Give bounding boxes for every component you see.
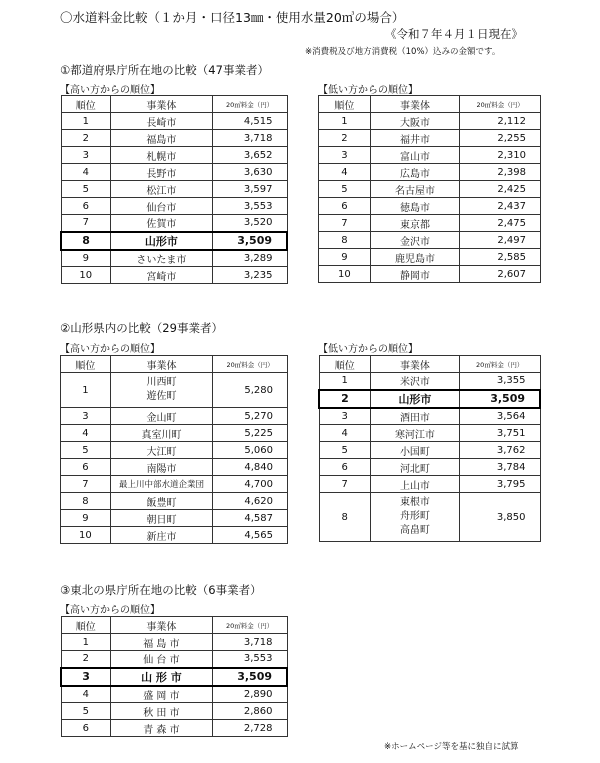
price-cell: 2,497 [460,232,541,249]
table-row [319,164,541,181]
entity-cell: 秋 田 市 [111,703,213,720]
rank-cell: 1 [319,373,370,390]
entity-name-line: 川西町 [146,377,177,388]
table-row [61,527,288,544]
price-cell: 3,509 [459,390,540,408]
rank-cell: 1 [61,373,111,408]
rank-cell: 1 [61,113,111,130]
price-cell: 2,398 [460,164,541,181]
as-of-date: 《令和７年４月１日現在》 [385,27,523,41]
rank-cell: 3 [61,408,111,425]
rank-cell: 4 [61,425,111,442]
price-cell: 3,520 [212,215,287,232]
rank-cell: 2 [61,651,111,668]
price-cell: 4,587 [213,510,288,527]
table-row [319,181,541,198]
price-cell: 4,700 [213,476,288,493]
rank-cell: 7 [61,215,111,232]
price-cell: 2,310 [460,147,541,164]
col-rank: 順位 [319,96,371,113]
entity-cell: 長崎市 [111,113,213,130]
price-cell: 2,425 [460,181,541,198]
col-price: 20㎥料金（円） [212,96,287,113]
table-row [319,459,540,476]
entity-cell: 青 森 市 [111,720,213,737]
col-price: 20㎥料金（円） [212,617,287,634]
entity-cell: 小国町 [370,442,459,459]
col-entity: 事業体 [370,356,459,373]
table-row [61,250,287,267]
table-row [61,267,287,284]
entity-cell: 最上川中部水道企業団 [110,476,212,493]
price-cell: 2,607 [460,266,541,283]
entity-name-line: 遊佐町 [146,391,177,402]
entity-cell: 名古屋市 [370,181,459,198]
table-row [61,510,288,527]
rank-cell: 5 [61,181,111,198]
col-price: 20㎥料金（円） [459,356,540,373]
table-row [319,266,541,283]
rank-cell: 8 [319,232,371,249]
price-cell: 2,255 [460,130,541,147]
entity-cell: 鹿児島市 [370,249,459,266]
rank-cell: 5 [319,181,371,198]
entity-cell: 福島市 [111,130,213,147]
table-row [61,373,288,408]
table-row [61,181,287,198]
price-cell: 3,553 [212,198,287,215]
table-row [61,425,288,442]
price-cell: 3,509 [212,232,287,250]
section1-low-label: 【低い方からの順位】 [318,85,418,96]
entity-cell: 松江市 [111,181,213,198]
price-cell: 3,718 [212,130,287,147]
footnote: ※ホームページ等を基に独自に試算 [384,742,519,752]
table-row [319,113,541,130]
price-cell: 5,280 [213,373,288,408]
price-cell: 2,890 [212,686,287,703]
section1-high-label: 【高い方からの順位】 [60,85,160,96]
table-row [61,164,287,181]
price-cell: 5,270 [213,408,288,425]
table-row [61,232,287,250]
table-row [319,215,541,232]
section2-high-label: 【高い方からの順位】 [60,344,160,355]
rank-cell: 4 [61,686,111,703]
col-rank: 順位 [61,96,111,113]
col-price: 20㎥料金（円） [213,356,288,373]
price-cell: 3,564 [459,408,540,425]
price-cell: 3,784 [459,459,540,476]
entity-cell: 金山町 [110,408,212,425]
table-s2-low [318,355,541,542]
table-row [61,198,287,215]
rank-cell: 7 [319,476,370,493]
rank-cell: 5 [61,703,111,720]
price-cell: 2,860 [212,703,287,720]
section1-heading: ①都道府県庁所在地の比較（47事業者） [60,63,269,77]
price-cell: 4,840 [213,459,288,476]
rank-cell: 4 [61,164,111,181]
table-row [61,651,287,668]
price-cell: 3,762 [459,442,540,459]
entity-cell: 盛 岡 市 [111,686,213,703]
price-cell: 3,630 [212,164,287,181]
table-row [61,442,288,459]
section3-heading: ③東北の県庁所在地の比較（6事業者） [60,583,262,597]
entity-cell: 広島市 [370,164,459,181]
table-row [319,425,540,442]
price-cell: 2,437 [460,198,541,215]
entity-cell: 上山市 [370,476,459,493]
price-cell: 3,751 [459,425,540,442]
table-s1-high [60,95,288,284]
entity-cell: 富山市 [370,147,459,164]
table-row [319,476,540,493]
rank-cell: 7 [319,215,371,232]
entity-cell: 寒河江市 [370,425,459,442]
table-row [319,408,540,425]
table-row [61,493,288,510]
table-row [61,686,287,703]
price-cell: 3,509 [212,668,287,686]
rank-cell: 3 [319,147,371,164]
entity-cell: 山形市 [111,232,213,250]
rank-cell: 6 [319,459,370,476]
price-cell: 3,355 [459,373,540,390]
table-row [319,390,540,408]
rank-cell: 2 [61,130,111,147]
price-cell: 4,620 [213,493,288,510]
rank-cell: 9 [319,249,371,266]
entity-cell: 仙台市 [111,198,213,215]
entity-cell: 南陽市 [110,459,212,476]
entity-cell: 新庄市 [110,527,212,544]
rank-cell: 3 [61,668,111,686]
col-entity: 事業体 [110,356,212,373]
entity-cell: 札幌市 [111,147,213,164]
col-entity: 事業体 [111,96,213,113]
entity-cell: 佐賀市 [111,215,213,232]
section3-high-label: 【高い方からの順位】 [60,605,160,616]
tax-note: ※消費税及び地方消費税（10%）込みの金額です。 [305,47,501,57]
entity-cell: 大阪市 [370,113,459,130]
table-row [319,442,540,459]
rank-cell: 5 [319,442,370,459]
price-cell: 4,515 [212,113,287,130]
col-rank: 順位 [61,356,111,373]
rank-cell: 10 [319,266,371,283]
rank-cell: 8 [319,493,370,542]
rank-cell: 4 [319,425,370,442]
price-cell: 2,585 [460,249,541,266]
table-row [319,373,540,390]
rank-cell: 4 [319,164,371,181]
table-row [319,198,541,215]
col-entity: 事業体 [370,96,459,113]
rank-cell: 8 [61,493,111,510]
entity-cell: 福井市 [370,130,459,147]
price-cell: 3,553 [212,651,287,668]
entity-cell: 米沢市 [370,373,459,390]
table-row [61,408,288,425]
rank-cell: 6 [61,459,111,476]
page-title: 〇水道料金比較（１か月・口径13㎜・使用水量20㎥の場合） [60,10,405,25]
price-cell: 3,718 [212,634,287,651]
rank-cell: 3 [319,408,370,425]
price-cell: 3,652 [212,147,287,164]
col-rank: 順位 [319,356,370,373]
entity-name-line: 高畠町 [399,525,430,536]
entity-cell: 山 形 市 [111,668,213,686]
rank-cell: 2 [319,390,370,408]
table-row [61,720,287,737]
entity-cell [370,493,459,542]
entity-cell: 飯豊町 [110,493,212,510]
rank-cell: 3 [61,147,111,164]
table-row [61,703,287,720]
entity-cell: 朝日町 [110,510,212,527]
table-row [61,634,287,651]
table-s3-high [60,616,288,737]
entity-cell: 大江町 [110,442,212,459]
rank-cell: 6 [61,198,111,215]
section2-heading: ②山形県内の比較（29事業者） [60,321,223,335]
entity-cell: 金沢市 [370,232,459,249]
table-row [61,215,287,232]
table-row [319,493,540,542]
entity-cell: 静岡市 [370,266,459,283]
entity-cell: 徳島市 [370,198,459,215]
table-row [61,147,287,164]
table-row [61,130,287,147]
rank-cell: 10 [61,527,111,544]
entity-cell: 真室川町 [110,425,212,442]
entity-cell: 長野市 [111,164,213,181]
rank-cell: 6 [319,198,371,215]
table-s2-high [60,355,288,544]
rank-cell: 1 [61,634,111,651]
entity-cell: 河北町 [370,459,459,476]
section2-low-label: 【低い方からの順位】 [318,344,418,355]
entity-cell: 宮崎市 [111,267,213,284]
price-cell: 3,235 [212,267,287,284]
entity-cell [110,373,212,408]
price-cell: 4,565 [213,527,288,544]
entity-cell: 仙 台 市 [111,651,213,668]
price-cell: 5,060 [213,442,288,459]
entity-cell: さいたま市 [111,250,213,267]
rank-cell: 9 [61,250,111,267]
table-row [319,130,541,147]
price-cell: 3,597 [212,181,287,198]
rank-cell: 2 [319,130,371,147]
table-row [319,232,541,249]
table-row [61,113,287,130]
rank-cell: 9 [61,510,111,527]
rank-cell: 6 [61,720,111,737]
entity-cell: 東京都 [370,215,459,232]
rank-cell: 7 [61,476,111,493]
price-cell: 3,795 [459,476,540,493]
entity-cell: 福 島 市 [111,634,213,651]
entity-name-line: 舟形町 [399,511,430,522]
col-entity: 事業体 [111,617,213,634]
price-cell: 2,112 [460,113,541,130]
col-price: 20㎥料金（円） [460,96,541,113]
col-rank: 順位 [61,617,111,634]
table-row [319,147,541,164]
table-row [61,668,287,686]
price-cell: 3,850 [459,493,540,542]
entity-name-line: 東根市 [399,497,430,508]
price-cell: 2,475 [460,215,541,232]
price-cell: 5,225 [213,425,288,442]
rank-cell: 10 [61,267,111,284]
entity-cell: 山形市 [370,390,459,408]
entity-cell: 酒田市 [370,408,459,425]
table-row [319,249,541,266]
rank-cell: 5 [61,442,111,459]
table-row [61,476,288,493]
rank-cell: 8 [61,232,111,250]
price-cell: 3,289 [212,250,287,267]
price-cell: 2,728 [212,720,287,737]
table-s1-low [318,95,541,283]
rank-cell: 1 [319,113,371,130]
table-row [61,459,288,476]
